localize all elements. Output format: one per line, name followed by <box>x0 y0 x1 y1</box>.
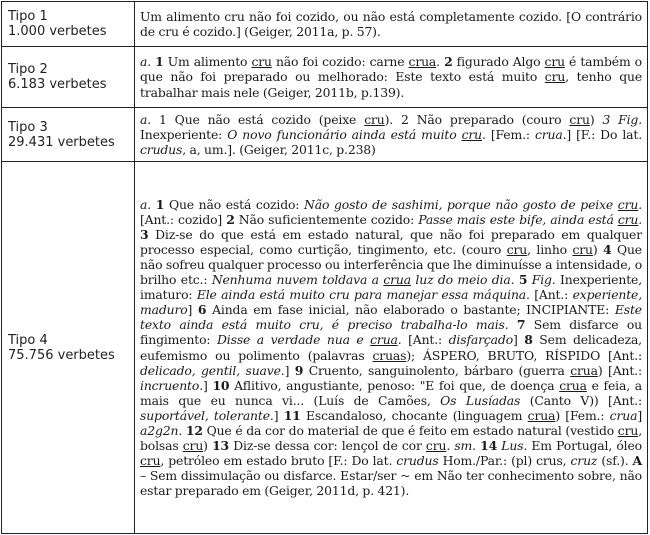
definition-text: crua <box>570 362 598 378</box>
definition-text: disfarçado <box>448 332 514 348</box>
definition-text: [Ant.: <box>529 287 573 303</box>
definition-text <box>509 317 517 332</box>
definition-text: , tenho que trabalhar mais nele (Geiger, 2011b, p.139). <box>140 69 643 100</box>
definition-text: Que não está cozido: <box>164 196 305 212</box>
definition-text: ) <box>592 241 604 257</box>
type-name: Tipo 4 <box>8 332 48 348</box>
definition-text: cruz <box>570 453 598 469</box>
definition-text: Sem disfarce ou fingimento: <box>140 317 643 348</box>
definition-text: Nenhuma nuvem toldava a <box>211 272 384 288</box>
definition-text: . <box>397 332 402 348</box>
definition-text: figurado Algo <box>452 54 545 70</box>
entry-count: 1.000 verbetes <box>8 24 107 39</box>
definition-cell <box>135 162 648 534</box>
type-name: Tipo 2 <box>8 62 48 77</box>
definition-text: cru <box>617 422 639 438</box>
definition-text: crudus <box>140 142 183 158</box>
definition-text: Diz-se do que está em estado natural, que não foi preparado em qualquer processo especial, como curtição, tingimento, etc. (couro <box>140 226 642 257</box>
definition-text: ); ÁSPERO, BRUTO, RÍSPIDO [Ant.: <box>406 347 643 363</box>
definition-text: ). 2 Não preparado (couro <box>384 111 570 127</box>
definition-text: Um alimento <box>163 54 252 70</box>
definition-text: 7 <box>516 317 526 333</box>
definition-text: é também o que não foi preparado ou melhorado: Este texto está muito <box>140 54 642 85</box>
definition-text: 5 <box>518 272 528 288</box>
definition-text: cru <box>617 196 639 212</box>
definition-text: 11 <box>283 407 301 423</box>
definition-cell <box>135 108 648 162</box>
definition-text: ) [Ant.: <box>597 362 642 378</box>
type-label-cell <box>2 162 135 534</box>
definition-text: 10 <box>212 377 230 393</box>
definition-text: . [Fem.: <box>482 126 535 142</box>
definition-text: .] [F.: Do lat. <box>562 126 642 142</box>
definition-text: , linho <box>527 241 573 257</box>
definition-text: Não suficientemente cozido: <box>234 211 419 227</box>
definition-text: – Sem dissimulação ou disfarce. Estar/ser ~ em Não ter conhecimento sobre, não estar preparado em (Geiger, 2011d, p. 421). <box>140 468 642 499</box>
definition-text: Disse a verdade nua e <box>217 332 371 348</box>
entry-count: 29.431 verbetes <box>8 134 115 150</box>
definition-text: não foi cozido: carne <box>271 54 409 70</box>
definition-text: . <box>446 438 455 454</box>
definition-text: cru <box>569 111 590 127</box>
table-row <box>2 108 648 162</box>
definition-text: delicado, gentil, suave <box>140 362 281 378</box>
definition-text: crua <box>527 407 556 423</box>
definition-text: Inexperiente, imaturo: <box>140 272 642 303</box>
type-name: Tipo 1 <box>8 9 48 24</box>
definition-text: [Ant.: cozido] <box>140 211 227 227</box>
definition-text: a. <box>140 196 152 212</box>
definition-text: ) [Fem.: <box>555 407 610 423</box>
definition-text: sm. <box>454 438 476 454</box>
definition-text: cru <box>140 453 161 469</box>
definition-text: cru <box>364 111 385 127</box>
definition-text: cru <box>544 54 565 70</box>
table-row <box>2 47 648 108</box>
definition-text: Este texto ainda está muito cru, é preciso trabalha-lo mais. <box>140 302 642 333</box>
definition-text: Aflitivo, angustiante, penoso: "E foi que, de doença <box>229 377 560 393</box>
type-label-cell <box>2 2 135 47</box>
definition-text: .] <box>269 407 284 423</box>
definition-text: crua <box>559 377 587 393</box>
definition-text: a. <box>140 111 152 127</box>
definition-text: a. <box>140 54 152 70</box>
definition-text: cru <box>544 69 566 85</box>
table-row <box>2 2 648 47</box>
definition-text: suportável, tolerante <box>140 407 270 423</box>
definition-text: Hom./Par.: (pl) crus, <box>438 453 571 469</box>
definition-text: crua <box>534 126 563 142</box>
definition-text: crua <box>609 407 638 423</box>
definition-text: Não gosto de sashimi, porque não gosto de peixe <box>304 196 618 212</box>
definition-text: crua <box>370 332 398 348</box>
definition-text: Passe mais este bife, ainda está <box>418 211 618 227</box>
definition-text: cru <box>251 54 272 70</box>
definition-text: .] <box>199 377 213 393</box>
definition-text: ) <box>203 438 213 454</box>
entry-count: 75.756 verbetes <box>8 347 115 363</box>
definition-text: ] <box>637 407 642 423</box>
definition-text: Cruento, sanguinolento, bárbaro (guerra <box>303 362 571 378</box>
definition-text: luz do meio dia. <box>411 272 515 288</box>
definition-text: cru <box>572 241 593 257</box>
definition-text: Que não sofreu qualquer processo ou interferência que lhe diminuísse a intensidade, o brilho etc.: <box>140 241 642 288</box>
dictionary-comparison-table <box>1 1 648 534</box>
definition-text: 1 <box>155 54 164 70</box>
definition-text: (Canto V)) [Ant.: <box>520 392 642 408</box>
definition-text: crua <box>408 54 437 70</box>
type-label-cell <box>2 108 135 162</box>
definition-text: 13 <box>212 438 230 454</box>
definition-text: [Ant.: <box>401 332 449 348</box>
definition-text: 3 Fig. <box>602 111 642 127</box>
definition-text: (sf.). <box>597 453 633 469</box>
definition-text: , a, um.]. (Geiger, 2011c, p.238) <box>182 142 376 158</box>
definition-text: cru <box>182 438 204 454</box>
definition-text: . <box>638 196 642 212</box>
definition-text: 6 <box>197 302 207 318</box>
definition-text: .] <box>280 362 295 378</box>
definition-text: 1 <box>155 196 165 212</box>
definition-text: , petróleo em estado bruto [F.: Do lat. <box>160 453 397 469</box>
definition-cell <box>135 2 648 47</box>
definition-text: ) <box>589 111 603 127</box>
definition-text: Que é da cor do material de que é feito em estado natural (vestido <box>202 422 618 438</box>
definition-text: cru <box>617 211 639 227</box>
definition-text: O novo funcionário ainda está muito <box>227 126 462 142</box>
definition-text: crudus <box>396 453 439 469</box>
definition-text: experiente, maduro <box>140 287 643 318</box>
definition-text: e feia, a mais que eu nunca vi... (Luís de Camões, <box>140 377 643 408</box>
definition-text: Lus. <box>501 438 528 454</box>
definition-text: 9 <box>294 362 304 378</box>
definition-text: Os Lusíadas <box>440 392 521 408</box>
type-label-cell <box>2 47 135 108</box>
definition-text: , bolsas <box>140 422 642 454</box>
definition-text: . <box>436 54 445 70</box>
definition-text: . <box>178 422 186 438</box>
definition-text: Diz-se dessa cor: lençol de cor <box>229 438 426 454</box>
definition-text: 4 <box>603 241 612 257</box>
definition-text: Inexperiente: <box>140 126 228 142</box>
table-row <box>2 162 648 534</box>
definition-cell <box>135 47 648 108</box>
definition-text: ] <box>187 302 198 318</box>
definition-text: incruento <box>140 377 200 393</box>
definition-text: cru <box>461 126 482 142</box>
definition-text: 8 <box>524 332 533 348</box>
definition-text: Ele ainda está muito cru para manejar essa máquina. <box>196 287 530 303</box>
definition-text: A <box>632 453 642 469</box>
definition-text: crua <box>383 272 411 288</box>
definition-text: 1 Que não está cozido (peixe <box>151 111 365 127</box>
definition-text: 14 <box>480 438 498 454</box>
definition-text: Ainda em fase inicial, não elaborado o bastante; INCIPIANTE: <box>206 302 615 318</box>
definition-text: Fig. <box>531 272 556 288</box>
definition-text: Em Portugal, óleo <box>527 438 642 454</box>
definition-text: Sem delicadeza, eufemismo ou polimento (palavras <box>140 332 642 363</box>
definition-text: Escandaloso, chocante (linguagem <box>300 407 528 423</box>
definition-text: cruas <box>372 347 407 363</box>
definition-text: 2 <box>226 211 235 227</box>
definition-text: cru <box>506 241 528 257</box>
entry-count: 6.183 verbetes <box>8 77 107 92</box>
definition-text: ] <box>513 332 525 348</box>
definition-text: 3 <box>140 226 149 242</box>
definition-text: 2 <box>444 54 453 70</box>
definition-text: 12 <box>185 422 203 438</box>
type-name: Tipo 3 <box>8 119 48 135</box>
definition-text: . <box>638 211 643 227</box>
definition-text: Um alimento cru não foi cozido, ou não está completamente cozido. [O contrário de cru é cozido.] (Geiger, 2011a, p. 57). <box>140 8 642 39</box>
definition-text: a2g2n <box>140 422 179 438</box>
definition-text: cru <box>425 438 447 454</box>
